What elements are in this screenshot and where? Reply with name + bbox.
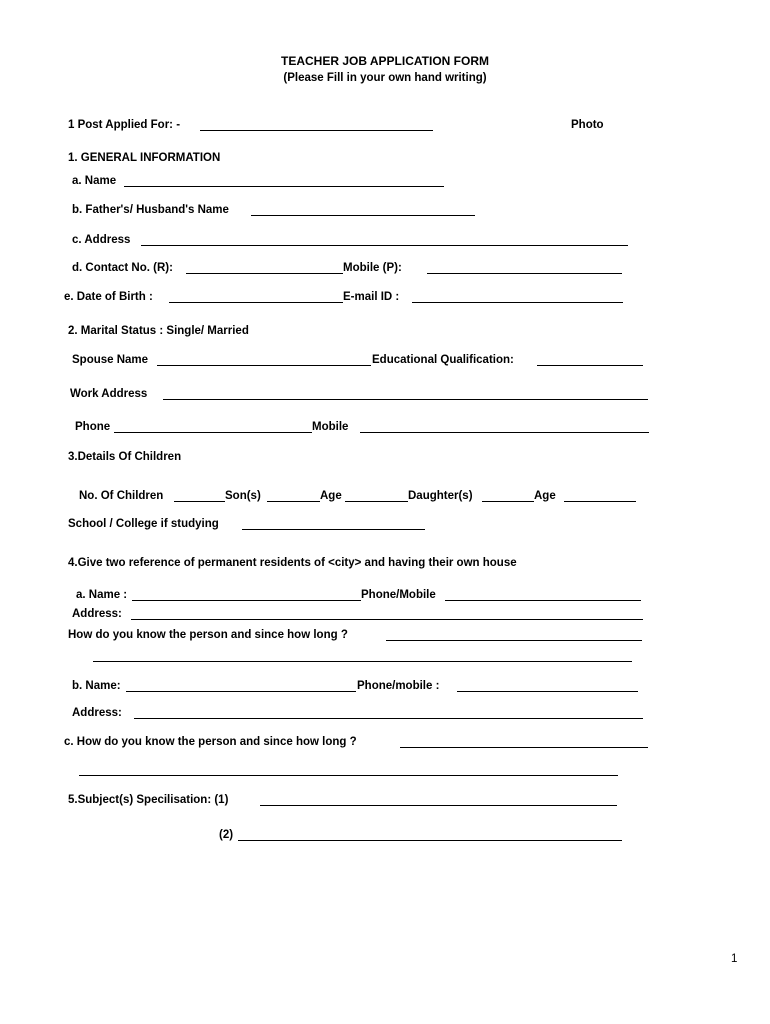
ref-a-phone-label: Phone/Mobile (361, 589, 436, 601)
daughters-field[interactable] (482, 501, 534, 502)
sons-label: Son(s) (225, 490, 261, 502)
ref-a-how-field[interactable] (386, 640, 642, 641)
ref-b-phone-label: Phone/mobile : (357, 680, 440, 692)
marital-status-heading: 2. Marital Status : Single/ Married (68, 325, 249, 337)
ref-b-name-field[interactable] (126, 691, 356, 692)
ref-b-name-label: b. Name: (72, 680, 121, 692)
mobile-p-field[interactable] (427, 273, 622, 274)
ref-a-name-label: a. Name : (76, 589, 128, 601)
address-field[interactable] (141, 245, 628, 246)
post-applied-label: 1 Post Applied For: - (68, 119, 181, 131)
no-of-children-field[interactable] (174, 501, 225, 502)
general-info-heading: 1. GENERAL INFORMATION (68, 152, 221, 164)
school-college-label: School / College if studying (68, 518, 219, 530)
subject-2-field[interactable] (238, 840, 622, 841)
father-husband-name-field[interactable] (251, 215, 475, 216)
spouse-name-field[interactable] (157, 365, 371, 366)
ref-b-phone-field[interactable] (457, 691, 638, 692)
work-address-field[interactable] (163, 399, 648, 400)
phone-label: Phone (75, 421, 111, 433)
form-subtitle: (Please Fill in your own hand writing) (283, 72, 487, 84)
education-field[interactable] (537, 365, 643, 366)
mobile-p-label: Mobile (P): (343, 262, 402, 274)
ref-a-phone-field[interactable] (445, 600, 641, 601)
ref-a-address-label: Address: (72, 608, 122, 620)
email-field[interactable] (412, 302, 623, 303)
address-label: c. Address (72, 234, 131, 246)
no-of-children-label: No. Of Children (79, 490, 164, 502)
email-label: E-mail ID : (343, 291, 400, 303)
education-label: Educational Qualification: (372, 354, 514, 366)
dob-field[interactable] (169, 302, 343, 303)
post-applied-field[interactable] (200, 130, 433, 131)
spouse-name-label: Spouse Name (72, 354, 149, 366)
subject-specialisation-label: 5.Subject(s) Specilisation: (1) (68, 794, 229, 806)
daughters-label: Daughter(s) (408, 490, 473, 502)
ref-a-how-field-continued[interactable] (93, 661, 632, 662)
subject-1-field[interactable] (260, 805, 617, 806)
subject-2-label: (2) (219, 829, 234, 841)
reference-heading: 4.Give two reference of permanent residents of <city> and having their own house (68, 557, 517, 569)
name-label: a. Name (72, 175, 117, 187)
work-address-label: Work Address (70, 388, 148, 400)
children-heading: 3.Details Of Children (68, 451, 182, 463)
ref-c-how-label: c. How do you know the person and since how long ? (64, 736, 357, 748)
daughters-age-field[interactable] (564, 501, 636, 502)
mobile-label: Mobile (312, 421, 349, 433)
photo-label: Photo (571, 119, 604, 131)
ref-b-address-field[interactable] (134, 718, 643, 719)
mobile-field[interactable] (360, 432, 649, 433)
ref-b-address-label: Address: (72, 707, 122, 719)
contact-r-label: d. Contact No. (R): (72, 262, 173, 274)
name-field[interactable] (124, 186, 444, 187)
ref-c-how-field-continued[interactable] (79, 775, 618, 776)
dob-label: e. Date of Birth : (64, 291, 153, 303)
father-husband-name-label: b. Father's/ Husband's Name (72, 204, 229, 216)
contact-r-field[interactable] (186, 273, 343, 274)
school-college-field[interactable] (242, 529, 425, 530)
sons-field[interactable] (267, 501, 320, 502)
sons-age-label: Age (320, 490, 342, 502)
ref-a-name-field[interactable] (132, 600, 361, 601)
phone-field[interactable] (114, 432, 312, 433)
ref-a-how-label: How do you know the person and since how long ? (68, 629, 348, 641)
daughters-age-label: Age (534, 490, 556, 502)
ref-c-how-field[interactable] (400, 747, 648, 748)
ref-a-address-field[interactable] (131, 619, 643, 620)
form-title: TEACHER JOB APPLICATION FORM (280, 54, 489, 68)
page-number: 1 (731, 953, 738, 965)
sons-age-field[interactable] (345, 501, 408, 502)
